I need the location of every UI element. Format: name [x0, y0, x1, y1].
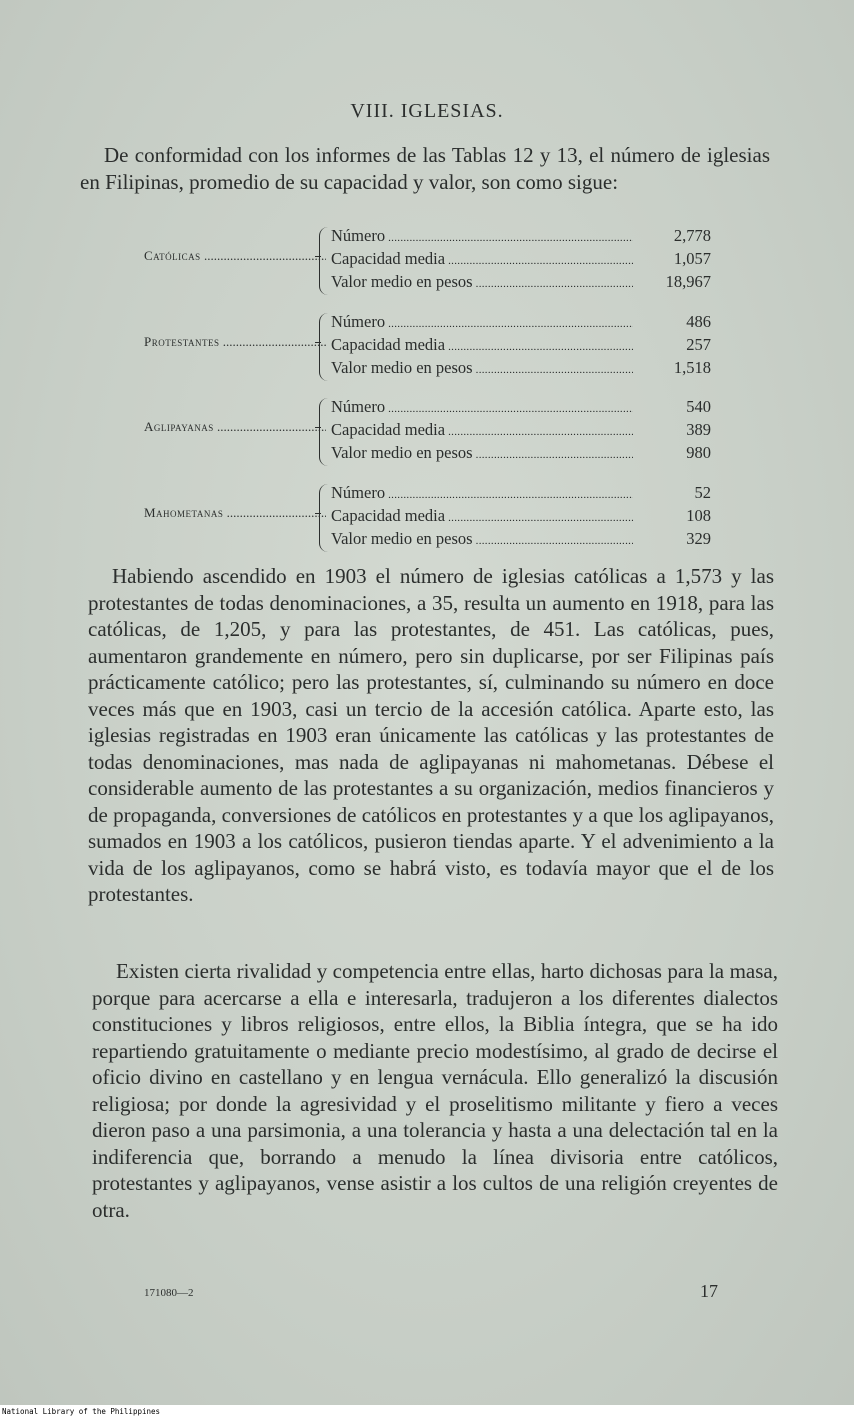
stat-row — [331, 529, 711, 551]
stat-row — [331, 226, 711, 248]
stat-label: Número ..... — [331, 226, 633, 246]
group-name: Católicas ..... — [144, 248, 326, 264]
stat-value: 52 — [694, 483, 711, 502]
stat-label: Número ..... — [331, 312, 633, 332]
stat-row — [331, 443, 711, 465]
stat-label: Número ..... — [331, 397, 633, 417]
stat-value: 1,518 — [673, 358, 711, 377]
stat-value: 108 — [686, 506, 711, 525]
stat-value: 1,057 — [673, 249, 711, 268]
group-name: Mahometanas ..... — [144, 505, 326, 521]
stat-label: Valor medio en pesos ..... — [331, 529, 633, 549]
stat-value: 540 — [686, 397, 711, 416]
stat-label: Capacidad media ..... — [331, 420, 633, 440]
group-protestantes — [0, 312, 854, 387]
stat-row — [331, 272, 711, 294]
stat-label: Capacidad media ..... — [331, 335, 633, 355]
stat-row — [331, 312, 711, 334]
stat-value: 18,967 — [665, 272, 711, 291]
stat-label: Valor medio en pesos ..... — [331, 443, 633, 463]
page-title: VIII. IGLESIAS. — [350, 100, 504, 122]
stat-label: Valor medio en pesos ..... — [331, 272, 633, 292]
group-name: Protestantes ..... — [144, 334, 326, 350]
stat-row — [331, 249, 711, 271]
stat-row — [331, 483, 711, 505]
stat-value: 257 — [686, 335, 711, 354]
intro-paragraph: De conformidad con los informes de las Tablas 12 y 13, el número de iglesias en Filipinas, promedio de su capacidad y valor, son como sigue: — [80, 143, 770, 194]
stat-value: 2,778 — [673, 226, 711, 245]
group-name: Aglipayanas ..... — [144, 419, 326, 435]
body-paragraph-1: Habiendo ascendido en 1903 el número de iglesias católicas a 1,573 y las protestantes de todas denominaciones, a 35, resulta un aumento en 1918, para las católicas, de 1,205, y para las protestantes, de 451. Las católicas, pues, aumentaron grandemente en número, pero sin duplicarse, por ser Filipinas país prácticamente católico; pero las protestantes, sí, culminando su número en doce veces más que en 1903, casi un tercio de la accesión católica. Aparte esto, las iglesias registradas en 1903 eran únicamente las católicas y las protestantes de todas denominaciones, mas nada de aglipayanas ni mahometanas. Débese el considerable aumento de las protestantes a su organización, medios financieros y de propaganda, conversiones de católicos en protestantes y a que los aglipayanos, sumados en 1903 a los católicos, pusieron tiendas aparte. Y el advenimiento a la vida de los aglipayanos, como se habrá visto, es todavía mayor que el de los protestantes. — [88, 564, 774, 906]
stat-row — [331, 335, 711, 357]
footer-credit: National Library of the Philippines — [0, 1405, 854, 1418]
stat-row — [331, 358, 711, 380]
stat-value: 486 — [686, 312, 711, 331]
stat-value: 389 — [686, 420, 711, 439]
stat-value: 980 — [686, 443, 711, 462]
stat-row — [331, 506, 711, 528]
stat-value: 329 — [686, 529, 711, 548]
group-aglipayanas — [0, 397, 854, 472]
group-mahometanas — [0, 483, 854, 558]
stat-row — [331, 397, 711, 419]
page-number: 17 — [700, 1281, 718, 1301]
stat-label: Valor medio en pesos ..... — [331, 358, 633, 378]
stat-label: Capacidad media ..... — [331, 506, 633, 526]
body-paragraph-2: Existen cierta rivalidad y competencia entre ellas, harto dichosas para la masa, porque para acercarse a ella e interesarla, tradujeron a los diferentes dialectos constituciones y libros religiosos, entre ellos, la Biblia íntegra, que se ha ido repartiendo gratuitamente o mediante precio modestísimo, al grado de decirse el oficio divino en castellano y en lengua vernácula. Ello generalizó la discusión religiosa; por donde la agresividad y el proselitismo militante y fiero a veces dieron paso a una parsimonia, a una tolerancia y hasta a una delectación tal en la indiferencia que, borrando a menudo la línea divisoria entre católicos, protestantes y aglipayanos, vense asistir a los cultos de una religión creyentes de otra. — [92, 959, 778, 1222]
stat-label: Capacidad media ..... — [331, 249, 633, 269]
group-catolicas — [0, 226, 854, 301]
stat-row — [331, 420, 711, 442]
stat-label: Número ..... — [331, 483, 633, 503]
printer-signature: 171080—2 — [144, 1287, 194, 1299]
